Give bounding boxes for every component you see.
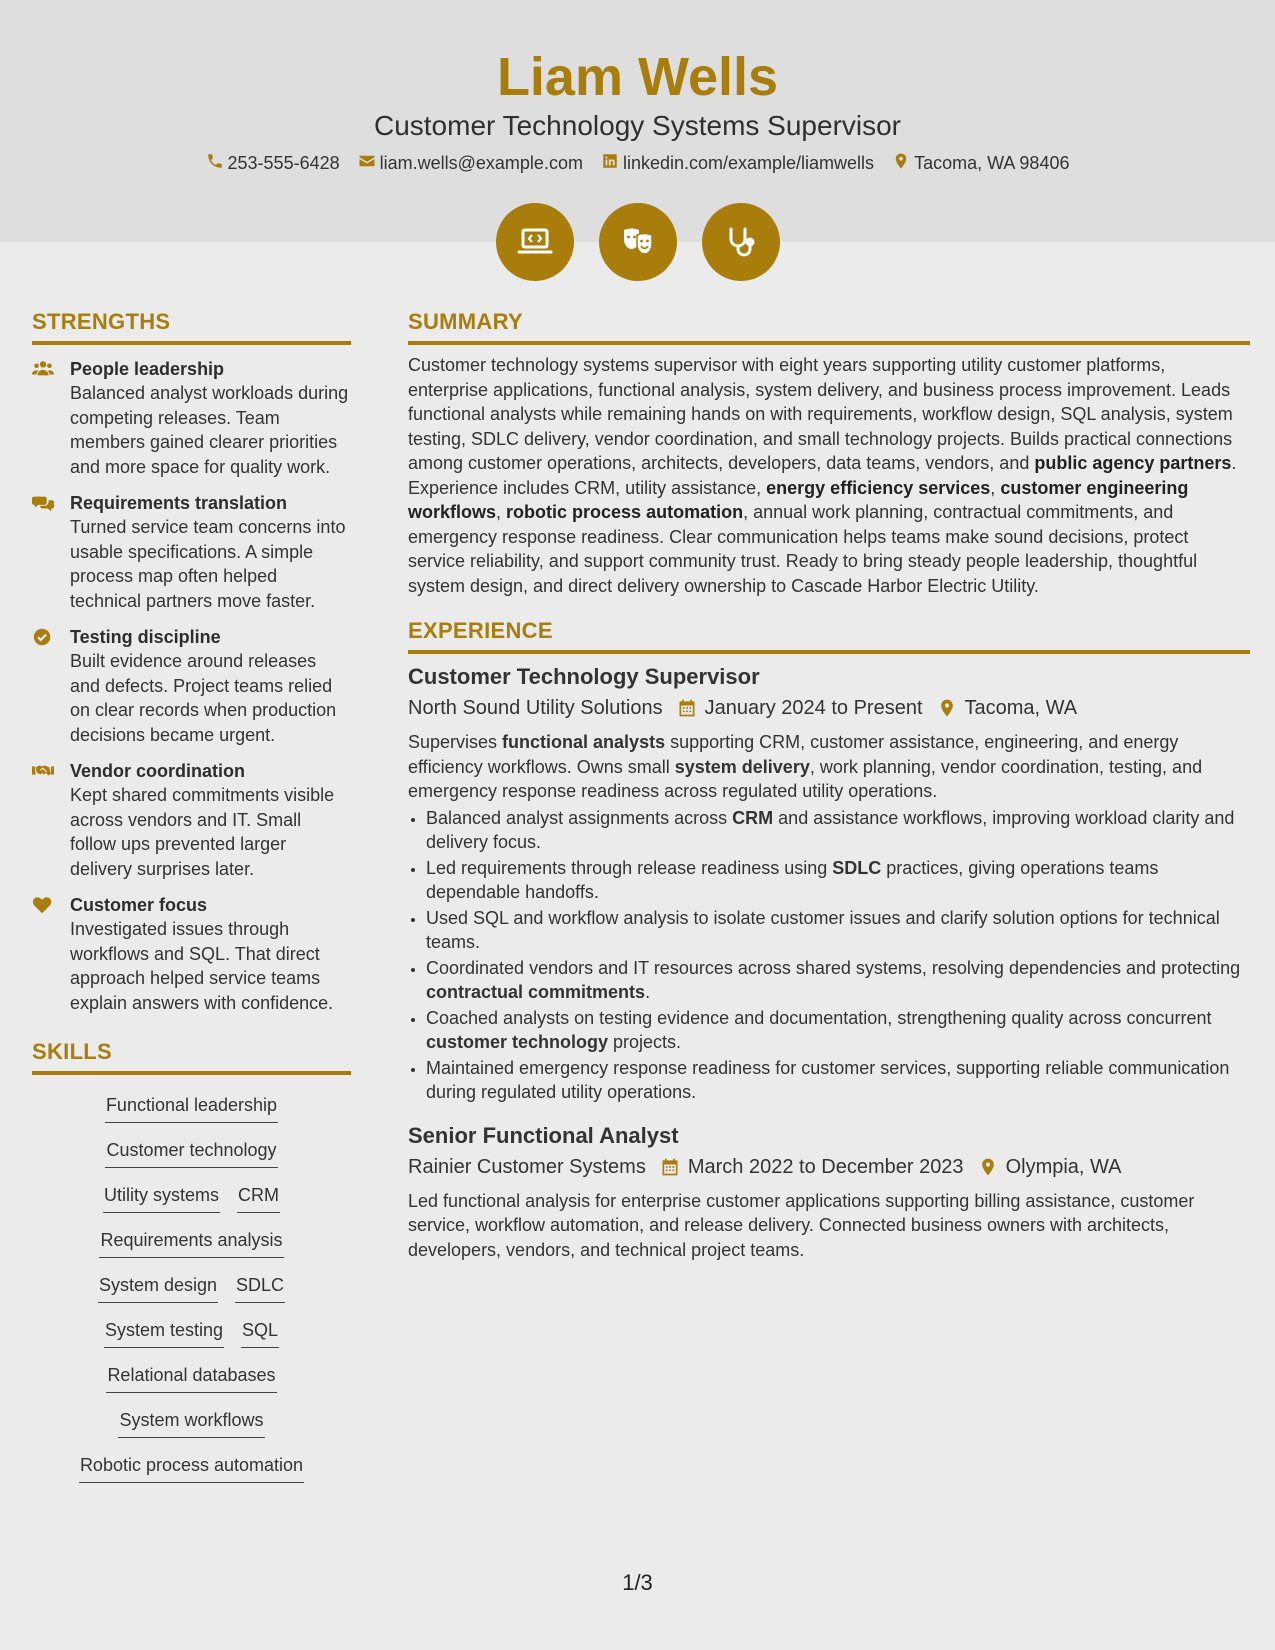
skill-tag: SQL (241, 1318, 279, 1348)
bullet-item: • Balanced analyst assignments across CRM and assistance workflows, improving workload clarity and delivery focus. (426, 806, 1250, 855)
bullet-item: • Coached analysts on testing evidence and documentation, strengthening quality across concurrent customer technology projects. (426, 1006, 1250, 1055)
stethoscope-icon (702, 203, 780, 281)
experience-heading: EXPERIENCE (408, 618, 1250, 654)
strength-title: Vendor coordination (70, 761, 246, 781)
strength-text: Turned service team concerns into usable specifications. A simple process map often helped technical partners move faster. (70, 517, 346, 611)
envelope-icon (358, 152, 376, 175)
strength-text: Kept shared commitments visible across vendors and IT. Small follow ups prevented larger delivery surprises later. (70, 785, 335, 879)
skill-tag: CRM (237, 1183, 280, 1213)
laptop-code-icon (496, 203, 574, 281)
strength-text: Built evidence around releases and defects. Project teams relied on clear records when production decisions became urgent. (70, 651, 337, 745)
email-text: liam.wells@example.com (379, 153, 583, 173)
map-pin-icon (892, 152, 910, 175)
skill-tag: Utility systems (103, 1183, 220, 1213)
strength-text: Balanced analyst workloads during competing releases. Team members gained clearer priorities and more space for quality work. (70, 383, 349, 477)
job-meta (408, 1151, 1250, 1183)
bullet-item: • Used SQL and workflow analysis to isolate customer issues and clarify solution options for technical teams. (426, 906, 1250, 955)
skill-tag: Customer technology (105, 1138, 277, 1168)
skill-row (105, 1138, 277, 1183)
strength-item (32, 893, 351, 1015)
contact-bar (0, 152, 1275, 175)
job-title: Senior Functional Analyst (408, 1122, 679, 1148)
skill-tag: System testing (104, 1318, 224, 1348)
skill-row (106, 1363, 276, 1408)
phone-text: 253-555-6428 (227, 153, 340, 173)
contact-phone[interactable] (206, 152, 340, 175)
strength-item (32, 491, 351, 613)
company-name: Rainier Customer Systems (408, 1155, 646, 1178)
strength-item (32, 357, 351, 479)
summary-paragraph: Customer technology systems supervisor with eight years supporting utility customer platforms, enterprise applications, functional analysis, system delivery, and business process improvement. Leads functional analysts while remaining hands on with requirements, workflow design, SQL analysis, system testing, SDLC delivery, vendor coordination, and small technology projects. Builds practical connections among customer operations, architects, developers, data teams, vendors, and public agency partners. Experience includes CRM, utility assistance, energy efficiency services, customer engineering workflows, robotic process automation, annual work planning, contractual commitments, and emergency response readiness. Clear communication helps teams make sound decisions, protect service reliability, and support community trust. Ready to bring steady people leadership, thoughtful system design, and direct delivery ownership to Cascade Harbor Electric Utility. (408, 355, 1237, 596)
skill-row (104, 1318, 279, 1363)
bullet-item: • Coordinated vendors and IT resources across shared systems, resolving dependencies and protecting contractual commitments. (426, 956, 1250, 1005)
contact-linkedin[interactable] (601, 152, 874, 175)
left-column (32, 309, 351, 1498)
job-dates: March 2022 to December 2023 (660, 1151, 964, 1183)
users-icon (32, 357, 56, 479)
skill-tag: SDLC (235, 1273, 285, 1303)
skill-tag: Requirements analysis (99, 1228, 283, 1258)
location-text: Tacoma, WA 98406 (914, 153, 1070, 173)
skill-tag: Functional leadership (105, 1093, 278, 1123)
skill-row (79, 1453, 304, 1498)
map-pin-icon (937, 698, 957, 718)
skills-heading: SKILLS (32, 1039, 351, 1075)
job-dates: January 2024 to Present (677, 692, 923, 724)
skill-tag: Robotic process automation (79, 1453, 304, 1483)
strength-item (32, 759, 351, 881)
candidate-title: Customer Technology Systems Supervisor (373, 110, 902, 141)
heart-icon (32, 893, 56, 1015)
skill-row (99, 1228, 283, 1273)
job-location: Olympia, WA (978, 1151, 1122, 1183)
job-entry (408, 662, 1250, 1105)
skill-tag: Relational databases (106, 1363, 276, 1393)
job-bullets (408, 806, 1250, 1105)
bullet-item: • Maintained emergency response readiness for customer services, supporting reliable communication during regulated utility operations. (426, 1056, 1250, 1105)
phone-icon (206, 152, 224, 175)
calendar-icon (660, 1157, 680, 1177)
skill-tag: System design (98, 1273, 218, 1303)
job-title: Customer Technology Supervisor (408, 664, 760, 689)
company-name: North Sound Utility Solutions (408, 697, 663, 719)
job-description: Led functional analysis for enterprise customer applications supporting billing assistance, customer service, workflow automation, and release delivery. Connected business owners with architects, developers, vendors, and technical project teams. (408, 1190, 1195, 1260)
right-column (408, 309, 1250, 1262)
handshake-icon (32, 759, 56, 881)
comments-icon (32, 491, 56, 613)
strength-title: Requirements translation (70, 493, 288, 513)
page-number: 1/3 (622, 1570, 653, 1595)
linkedin-icon (601, 152, 619, 175)
bullet-item: • Led requirements through release readiness using SDLC practices, giving operations teams dependable handoffs. (426, 856, 1250, 905)
map-pin-icon (978, 1157, 998, 1177)
strength-title: People leadership (70, 359, 225, 379)
summary-heading: SUMMARY (408, 309, 1250, 345)
skills-list (32, 1093, 351, 1498)
job-entry (408, 1121, 1250, 1263)
masks-theater-icon (599, 203, 677, 281)
contact-location (892, 152, 1069, 175)
skill-row (105, 1093, 278, 1138)
skill-row (118, 1408, 264, 1453)
job-meta (408, 692, 1250, 724)
skill-row (98, 1273, 285, 1318)
skill-tag: System workflows (118, 1408, 264, 1438)
strength-text: Investigated issues through workflows and SQL. That direct approach helped service teams explain answers with confidence. (70, 919, 334, 1013)
calendar-icon (677, 698, 697, 718)
job-description: Supervises functional analysts supporting CRM, customer assistance, engineering, and energy efficiency workflows. Owns small system delivery, work planning, vendor coordination, testing, and emergency response readiness across regulated utility operations. (408, 732, 1203, 801)
skill-row (103, 1183, 280, 1228)
strength-title: Customer focus (70, 895, 208, 915)
linkedin-text: linkedin.com/example/liamwells (622, 153, 875, 173)
strength-title: Testing discipline (70, 627, 221, 647)
candidate-name: Liam Wells (496, 47, 779, 107)
job-location: Tacoma, WA (937, 692, 1078, 724)
contact-email[interactable] (358, 152, 583, 175)
strengths-heading: STRENGTHS (32, 309, 351, 345)
check-circle-icon (32, 625, 56, 747)
interest-badges (0, 203, 1275, 281)
strength-item (32, 625, 351, 747)
